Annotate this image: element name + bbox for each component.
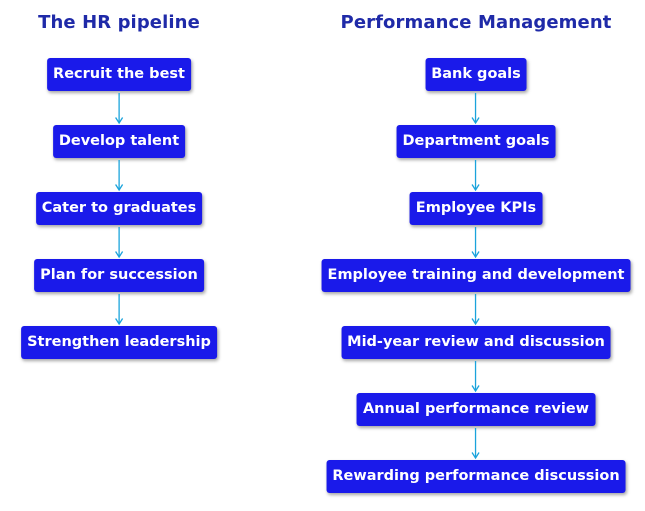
step-rewarding-performance-discussion: Rewarding performance discussion (326, 460, 625, 493)
step-bank-goals: Bank goals (425, 58, 527, 91)
down-arrow-icon (113, 225, 125, 259)
step-department-goals: Department goals (396, 125, 555, 158)
down-arrow-icon (470, 158, 482, 192)
performance-management-flow (322, 58, 631, 493)
down-arrow-icon (470, 292, 482, 326)
hr-pipeline-title: The HR pipeline (38, 12, 200, 33)
step-employee-kpis: Employee KPIs (410, 192, 542, 225)
down-arrow-icon (470, 426, 482, 460)
down-arrow-icon (470, 359, 482, 393)
hr-pipeline-flow (21, 58, 217, 359)
down-arrow-icon (470, 91, 482, 125)
step-recruit-the-best: Recruit the best (47, 58, 191, 91)
step-strengthen-leadership: Strengthen leadership (21, 326, 217, 359)
down-arrow-icon (113, 158, 125, 192)
step-plan-for-succession: Plan for succession (34, 259, 204, 292)
step-develop-talent: Develop talent (53, 125, 185, 158)
step-mid-year-review-and-discussion: Mid-year review and discussion (341, 326, 611, 359)
step-cater-to-graduates: Cater to graduates (36, 192, 203, 225)
performance-management-title: Performance Management (340, 12, 612, 33)
step-employee-training-and-development: Employee training and development (322, 259, 631, 292)
step-annual-performance-review: Annual performance review (357, 393, 595, 426)
down-arrow-icon (113, 292, 125, 326)
down-arrow-icon (470, 225, 482, 259)
down-arrow-icon (113, 91, 125, 125)
